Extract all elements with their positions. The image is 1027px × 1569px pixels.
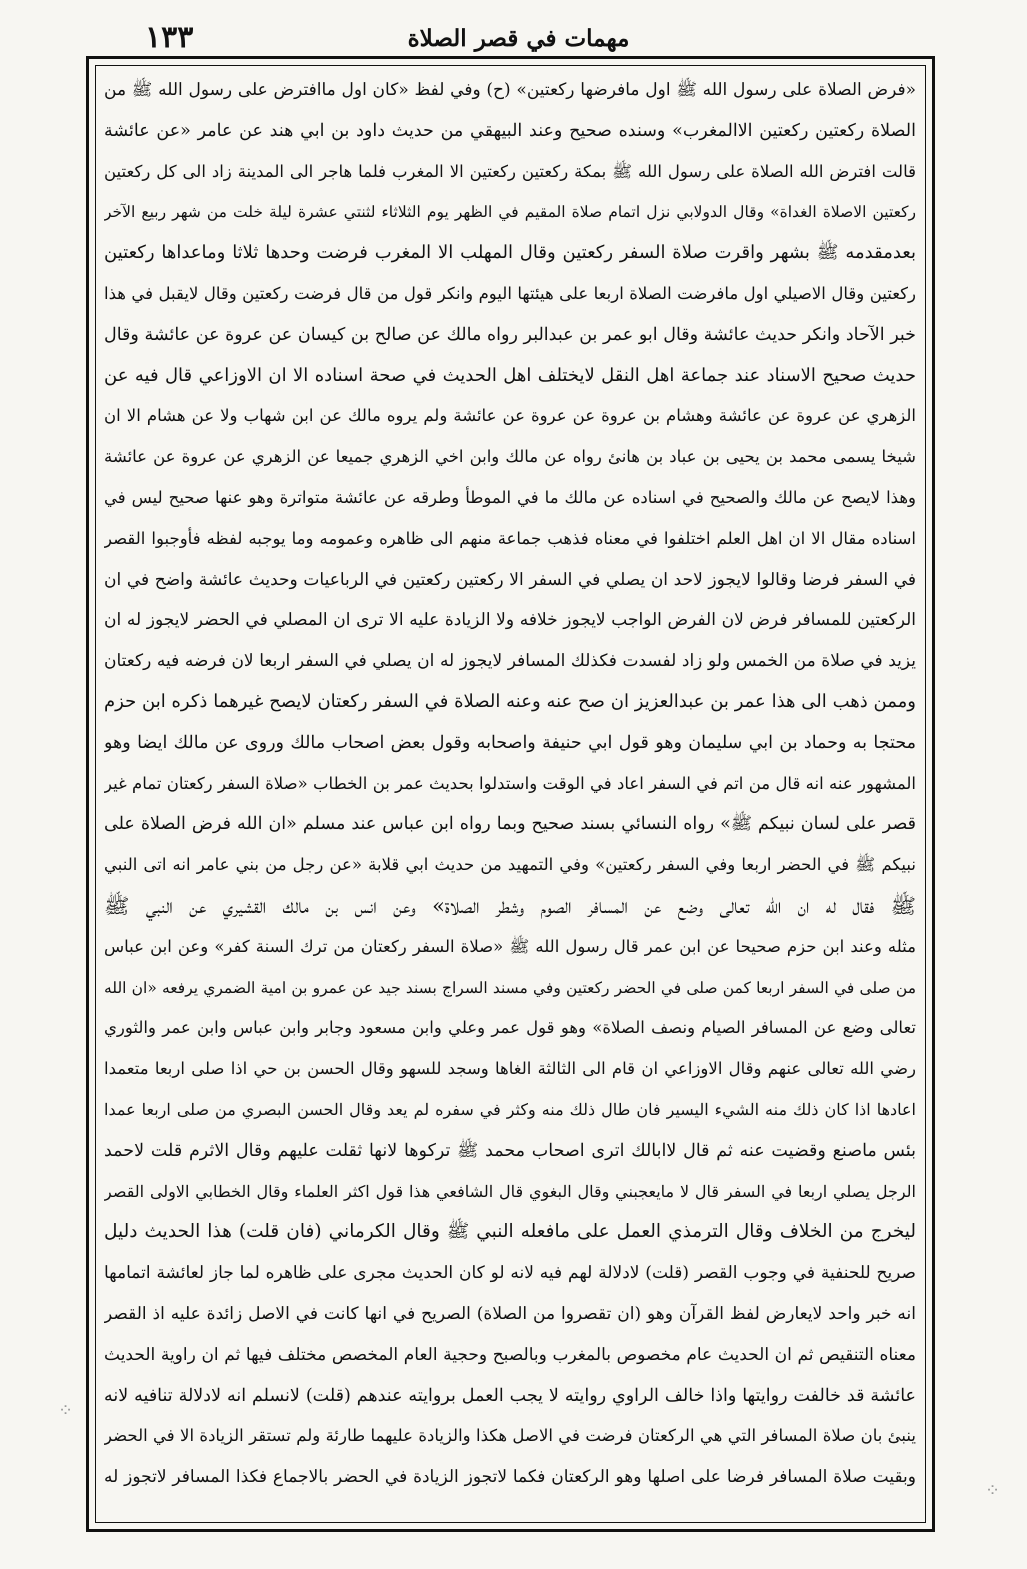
text-line: ركعتين الاصلاة الغداة» وقال الدولابي نزل اتمام صلاة المقيم في الظهر يوم الثلاثاء لثنتي عشرة ليلة خلت من شهر ربيع الآخر xyxy=(104,203,916,222)
text-line: الركعتين للمسافر فرض لان الفرض الواجب لايجوز خلافه ولا الزيادة عليه الا ترى ان المصلي في الحضر لايجوز له ان xyxy=(104,610,916,631)
text-line: الزهري عن عروة عن عائشة وهشام بن عروة عن عروة عن عائشة ولم يروه مالك عن ابن شهاب ولا عن هشام الا ان xyxy=(104,406,916,426)
text-line: في السفر فرضا وقالوا لايجوز لاحد ان يصلي في السفر الا ركعتين ركعتين في الرباعيات وحديث عائشة واضح في ان xyxy=(104,569,916,590)
text-line: «فرض الصلاة على رسول الله ﷺ اول مافرضها ركعتين» (ح) وفي لفظ «كان اول ماافترض على رسول الله ﷺ من xyxy=(104,80,916,100)
text-line: بئس ماصنع وقضيت عنه ثم قال لاابالك اترى اصحاب محمد ﷺ تركوها لانها ثقلت عليهم وقال الاثرم قلت لاحمد xyxy=(104,1140,916,1161)
text-line: نبيكم ﷺ في الحضر اربعا وفي السفر ركعتين» وفي التمهيد من حديث ابي قلابة «عن رجل من بني عامر انه اتى النبي xyxy=(104,855,916,875)
text-line: ليخرج من الخلاف وقال الترمذي العمل على مافعله النبي ﷺ وقال الكرماني (فان قلت) هذا الحديث دليل xyxy=(104,1221,916,1243)
text-line: اسناده مقال الا ان اهل العلم اختلفوا في معناه فذهب جماعة منهم الى ظاهره وعمومه وما يوجبه لفظه فأوجبوا القصر xyxy=(104,528,916,548)
text-line: مثله وعند ابن حزم صحيحا عن ابن عمر قال رسول الله ﷺ «صلاة السفر ركعتان من ترك السنة كفر» وعن ابن عباس xyxy=(104,936,916,956)
text-line: الصلاة ركعتين ركعتين الاالمغرب» وسنده صحيح وعند البيهقي من حديث داود بن ابي هند عن عامر «عن عائشة xyxy=(104,120,916,141)
text-line: وبقيت صلاة المسافر فرضا على اصلها وهو الركعتان فكما لاتجوز الزيادة في الحضر بالاجماع فكذا المسافر لاتجوز له xyxy=(104,1467,916,1488)
text-line: حديث صحيح الاسناد عند جماعة اهل النقل لايختلف اهل الحديث في صحة اسناده الا ان الاوزاعي قال فيه عن xyxy=(104,364,916,386)
text-line: اعادها اذا كان ذلك منه الشيء اليسير فان طال ذلك منه وكثر في سفره لم يعد وقال الحسن البصري من صلى اربعا عمدا xyxy=(104,1099,916,1119)
text-line: قصر على لسان نبيكم ﷺ» رواه النسائي بسند صحيح وبما رواه ابن عباس عند مسلم «ان الله فرض الصلاة على xyxy=(104,814,916,835)
text-line: محتجا به وحماد بن ابي سليمان وهو قول ابي حنيفة واصحابه وقول بعض اصحاب مالك وروى عن مالك ايضا وهو xyxy=(104,732,916,753)
text-line: ينبئ بان صلاة المسافر التي هي الركعتان فرضت في الاصل هكذا والزيادة عليهما طارئة ولم تستقر الزيادة الا في الحضر xyxy=(104,1426,916,1446)
text-line: المشهور عنه انه قال من اتم في السفر اعاد في الوقت واستدلوا بحديث عمر بن الخطاب «صلاة السفر ركعتان تمام غير xyxy=(104,773,916,793)
text-line: من صلى في السفر اربعا كمن صلى في الحضر ركعتين وفي مسند السراج بسند جيد عن عمرو بن امية الضمري يرفعه «ان الله xyxy=(104,978,916,997)
text-line: رضي الله تعالى عنهم وقال الاوزاعي ان قام الى الثالثة الغاها وسجد للسهو وقال الحسن بن حي اذا صلى اربعا متعمدا xyxy=(104,1059,916,1079)
scan-speck: ⁘ xyxy=(58,1400,74,1421)
text-line xyxy=(104,1498,916,1539)
text-line: معناه التنقيص ثم ان الحديث عام مخصوص بالمغرب وبالصبح وحجية العام المخصص مختلف فيها ثم ان راوية الحديث xyxy=(104,1344,916,1365)
text-line: ﷺ فقال له ان الله تعالى وضع عن المسافر الصوم وشطر الصلاة» وعن انس بن مالك القشيري عن النبي ﷺ xyxy=(104,893,916,918)
text-line: الرجل يصلي اربعا في السفر قال لا مايعجبني وقال البغوي قال الشافعي هذا قول اكثر العلماء وقال الخطابي الاولى القصر xyxy=(104,1181,916,1201)
page-header xyxy=(95,14,942,58)
text-line: خبر الآحاد وانكر حديث عائشة وقال ابو عمر بن عبدالبر رواه مالك عن صالح بن كيسان عن عروة عن عائشة وقال xyxy=(104,324,916,345)
text-line: وممن ذهب الى هذا عمر بن عبدالعزيز ان صح عنه وعنه الصلاة في السفر ركعتان لايصح غيرهما ذكره ابن حزم xyxy=(104,690,916,712)
running-title: مهمات في قصر الصلاة xyxy=(407,25,630,52)
text-line: وهذا لايصح عن مالك والصحيح في اسناده عن مالك ما في الموطأ وطرقه عن عائشة متواترة وهو عنها صحيح ليس في xyxy=(104,487,916,507)
scan-speck: ⁘ xyxy=(985,1480,1001,1501)
text-line: تعالى وضع عن المسافر الصيام ونصف الصلاة» وهو قول عمر وعلي وابن مسعود وجابر وابن عباس وابن عمر والثوري xyxy=(104,1018,916,1038)
text-line: قالت افترض الله الصلاة على رسول الله ﷺ بمكة ركعتين ركعتين الا المغرب فلما هاجر الى المدينة زاد الى كل ركعتين xyxy=(104,161,916,181)
text-line: بعدمقدمه ﷺ بشهر واقرت صلاة السفر ركعتين وقال المهلب الا المغرب فرضت وحدها ثلاثا وماعداها ركعتين xyxy=(104,242,916,264)
text-line: ركعتين وقال الاصيلي اول مافرضت الصلاة اربعا على هيئتها اليوم وانكر قول من قال فرضت ركعتين وقال لايقبل في هذا xyxy=(104,283,916,303)
text-line: عائشة قد خالفت روايتها واذا خالف الراوي روايته لا يجب العمل بروايته عندهم (قلت) لانسلم انه لادلالة تنافيه لانه xyxy=(104,1385,916,1406)
text-line: شيخا يسمى محمد بن يحيى بن عباد بن هانئ رواه عن مالك وابن اخي الزهري جميعا عن الزهري عن عروة عن عائشة xyxy=(104,447,916,467)
text-line: صريح للحنفية في وجوب القصر (قلت) لادلالة لهم فيه لانه لو كان الحديث مجرى على ظاهره لما جاز لعائشة اتمامها xyxy=(104,1263,916,1284)
text-line: يزيد في صلاة من الخمس ولو زاد لفسدت فكذلك المسافر لايجوز له ان يصلي في السفر اربعا لان فرضه فيه ركعتان xyxy=(104,651,916,672)
text-line: انه خبر واحد لايعارض لفظ القرآن وهو (ان تقصروا من الصلاة) الصريح في انها كانت في الاصل زائدة عليه اذ القصر xyxy=(104,1303,916,1324)
body-text xyxy=(104,70,916,1539)
page-number: ١٣٣ xyxy=(145,20,194,55)
